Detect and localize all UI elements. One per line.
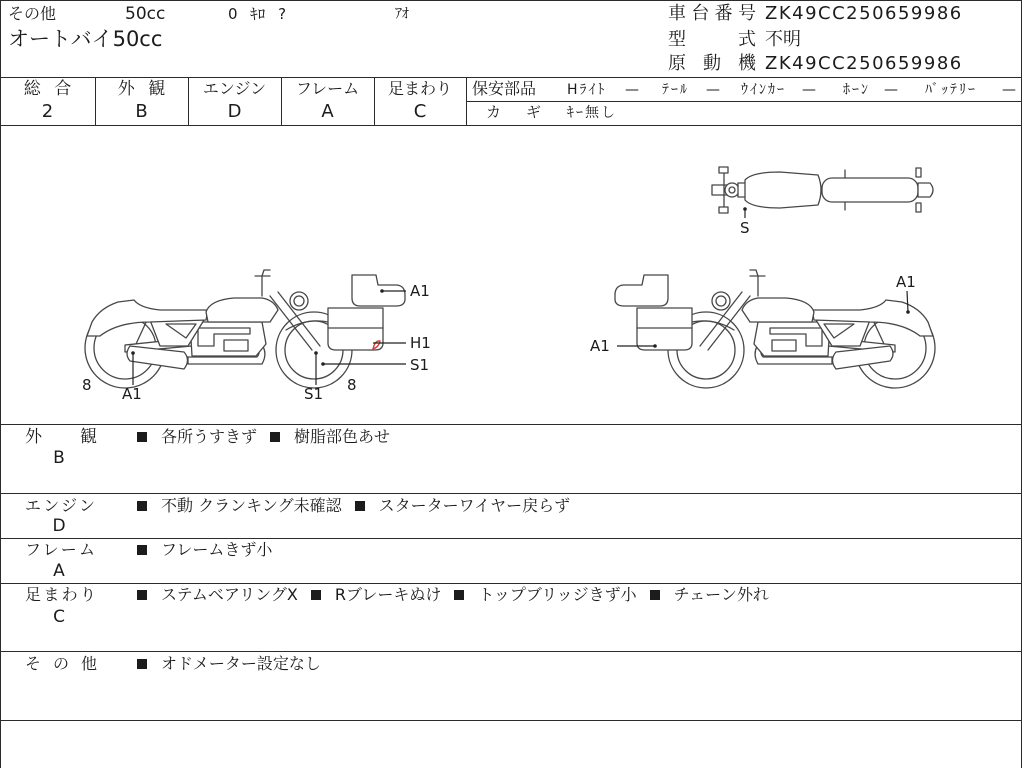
finding-item xyxy=(311,587,441,603)
section-items-other xyxy=(137,656,334,672)
section-label-frame: フレーム xyxy=(25,540,95,559)
safety-parts-label: 保安部品 xyxy=(472,79,537,98)
finding-item xyxy=(137,656,321,672)
divider xyxy=(0,77,1022,78)
grade-value-exterior: B xyxy=(135,101,148,122)
section-label-other: そ の 他 xyxy=(25,654,97,673)
model-name: オートバイ50cc xyxy=(8,27,163,51)
category: その他 xyxy=(8,4,57,23)
section-items-engine xyxy=(137,498,583,514)
square-bullet-icon xyxy=(311,590,321,600)
finding-text: オドメーター設定なし xyxy=(161,654,321,673)
grade-value-overall: 2 xyxy=(41,101,54,122)
finding-item xyxy=(137,498,342,514)
square-bullet-icon xyxy=(355,501,365,511)
label-front-wheel: 8 xyxy=(347,376,357,394)
damage-diagram xyxy=(0,126,1022,424)
section-grade-frame: A xyxy=(53,561,65,581)
finding-text: 各所うすきず xyxy=(161,427,258,446)
type-value: 不明 xyxy=(765,29,801,50)
finding-item xyxy=(650,587,769,603)
finding-item xyxy=(270,429,390,445)
section-grade-suspension: C xyxy=(53,607,65,627)
grade-label-exterior: 外 観 xyxy=(117,79,166,99)
type-label: 型 式 xyxy=(668,29,756,50)
finding-text: 樹脂部色あせ xyxy=(294,427,391,446)
section-label-engine: エンジン xyxy=(25,496,95,515)
section-label-exterior: 外 観 xyxy=(25,427,97,447)
section-items-exterior xyxy=(137,429,403,445)
square-bullet-icon xyxy=(454,590,464,600)
finding-text: トップブリッジきず小 xyxy=(478,585,637,604)
finding-item xyxy=(454,587,636,603)
grade-value-frame: A xyxy=(321,101,334,122)
key-label: カ ギ xyxy=(486,103,541,121)
finding-text: フレームきず小 xyxy=(161,540,273,559)
square-bullet-icon xyxy=(137,432,147,442)
safety-item-turn-signal: ｳｲﾝｶｰ xyxy=(741,82,786,98)
key-value: ｷｰ無し xyxy=(567,105,617,121)
safety-item-battery-value: — xyxy=(1002,82,1018,98)
divider xyxy=(0,720,1022,721)
square-bullet-icon xyxy=(270,432,280,442)
divider xyxy=(0,0,1022,1)
safety-item-battery: ﾊﾞｯﾃﾘｰ xyxy=(925,82,977,98)
motorcycle-top-view xyxy=(712,167,933,213)
label-muffler: A1 xyxy=(122,385,142,403)
section-grade-engine: D xyxy=(52,516,66,536)
divider xyxy=(0,424,1022,425)
square-bullet-icon xyxy=(137,501,147,511)
grade-value-suspension: C xyxy=(413,101,427,122)
engine-number-label: 原 動 機 xyxy=(668,53,756,74)
finding-text: ステムベアリングX xyxy=(161,585,298,604)
label-front-fork: S1 xyxy=(304,385,324,403)
safety-item-horn-value: — xyxy=(884,82,900,98)
finding-item xyxy=(355,498,571,514)
displacement: 50cc xyxy=(125,4,166,24)
finding-item xyxy=(137,429,257,445)
section-items-frame xyxy=(137,542,285,558)
safety-item-taillight: ﾃｰﾙ xyxy=(662,82,689,98)
finding-text: チェーン外れ xyxy=(673,585,769,604)
grade-value-engine: D xyxy=(227,101,242,122)
finding-text: 不動 クランキング未確認 xyxy=(161,496,342,515)
finding-item xyxy=(137,542,272,558)
divider xyxy=(0,651,1022,652)
grade-label-overall: 総 合 xyxy=(23,79,72,99)
divider xyxy=(0,493,1022,494)
label-lower-box: H1 xyxy=(410,334,431,352)
label-upper-box: A1 xyxy=(410,282,430,300)
label-top-front: S xyxy=(740,219,750,237)
mileage: 0 ｷﾛ ? xyxy=(228,5,287,23)
finding-text: スターターワイヤー戻らず xyxy=(378,496,571,515)
safety-item-taillight-value: — xyxy=(706,82,722,98)
safety-item-turn-signal-value: — xyxy=(802,82,818,98)
grade-label-frame: フレーム xyxy=(295,79,360,98)
section-label-suspension: 足まわり xyxy=(25,585,96,604)
section-grade-exterior: B xyxy=(53,448,65,468)
safety-item-horn: ﾎｰﾝ xyxy=(843,82,870,98)
square-bullet-icon xyxy=(650,590,660,600)
section-items-suspension xyxy=(137,587,782,603)
grade-label-engine: エンジン xyxy=(202,79,267,98)
square-bullet-icon xyxy=(137,659,147,669)
label-rear-cowl: A1 xyxy=(896,273,916,291)
color: ｱｵ xyxy=(395,6,409,22)
divider xyxy=(466,78,467,126)
divider xyxy=(0,583,1022,584)
square-bullet-icon xyxy=(137,590,147,600)
engine-number-value: ZK49CC250659986 xyxy=(765,53,963,74)
chassis-number-label: 車台番号 xyxy=(668,3,756,24)
label-front-box: A1 xyxy=(590,337,610,355)
divider xyxy=(466,101,1022,102)
finding-item xyxy=(137,587,298,603)
finding-text: Rブレーキぬけ xyxy=(334,585,442,604)
label-rear-wheel: 8 xyxy=(82,376,92,394)
safety-item-headlight-value: — xyxy=(625,82,641,98)
motorcycle-right-side-view xyxy=(615,270,935,388)
grade-label-suspension: 足まわり xyxy=(387,79,452,98)
safety-item-headlight: Hﾗｲﾄ xyxy=(567,82,607,98)
divider xyxy=(0,538,1022,539)
chassis-number-value: ZK49CC250659986 xyxy=(765,3,963,24)
square-bullet-icon xyxy=(137,545,147,555)
label-front-right: S1 xyxy=(410,356,430,374)
